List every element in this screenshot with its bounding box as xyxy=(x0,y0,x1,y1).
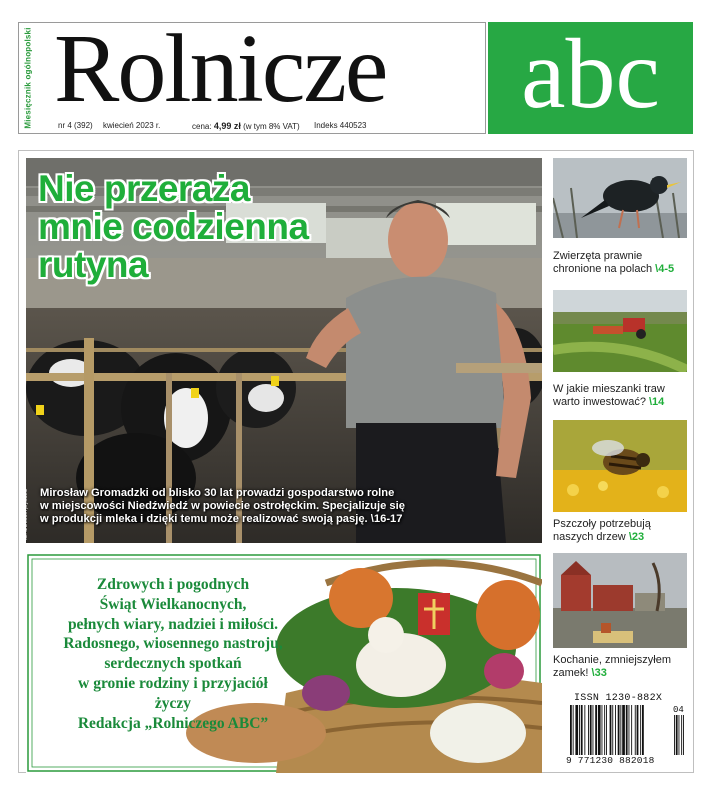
index-number: Indeks 440523 xyxy=(314,121,367,130)
price: cena: 4,99 zł (w tym 8% VAT) xyxy=(192,121,300,131)
mower-field-photo xyxy=(553,290,687,372)
castle-model-photo xyxy=(553,553,687,648)
main-caption: Mirosław Gromadzki od blisko 30 lat prowadzi gospodarstwo rolne w miejscowości Niedźwiedź w powiecie ostrołęckim. Specjalizuje się w produkcji mleka i dzięki temu może realizować swoją pasję. \16-17 xyxy=(40,487,405,525)
issn-number: ISSN 1230-882X xyxy=(574,693,663,704)
bee-photo xyxy=(553,420,687,512)
side-story-3: Pszczoły potrzebują naszych drzew \23 xyxy=(553,518,651,543)
photo-credit: fot. archiwum prywatne xyxy=(23,488,29,540)
greeting-text: Zdrowych i pogodnych Świąt Wielkanocnych, pełnych wiary, nadziei i miłości. Radosnego, wiosennego nastroju, serdecznych spotkań w gronie rodziny i przyjaciół życzy Redakcja „Rolniczego ABC” xyxy=(63,576,283,732)
ean-number: 9 771230 882018 xyxy=(566,755,655,766)
issue-number: nr 4 (392) xyxy=(58,121,93,130)
magazine-title-box xyxy=(488,18,693,134)
side-story-2: W jakie mieszanki traw warto inwestować? \14 xyxy=(553,383,665,408)
publication-type-label: Miesięcznik ogólnopolski xyxy=(23,27,33,129)
magazine-title-abc: abc xyxy=(521,18,660,129)
starling-photo xyxy=(553,158,687,238)
issue-date: kwiecień 2023 r. xyxy=(103,121,161,130)
barcode-addon: 04 xyxy=(673,705,684,715)
main-headline: Nie przeraża mnie codzienna rutyna xyxy=(38,168,309,285)
side-story-4: Kochanie, zmniejszyłem zamek! \33 xyxy=(553,654,671,679)
magazine-title: Rolnicze xyxy=(54,15,387,123)
side-story-1: Zwierzęta prawnie chronione na polach \4-5 xyxy=(553,250,675,275)
